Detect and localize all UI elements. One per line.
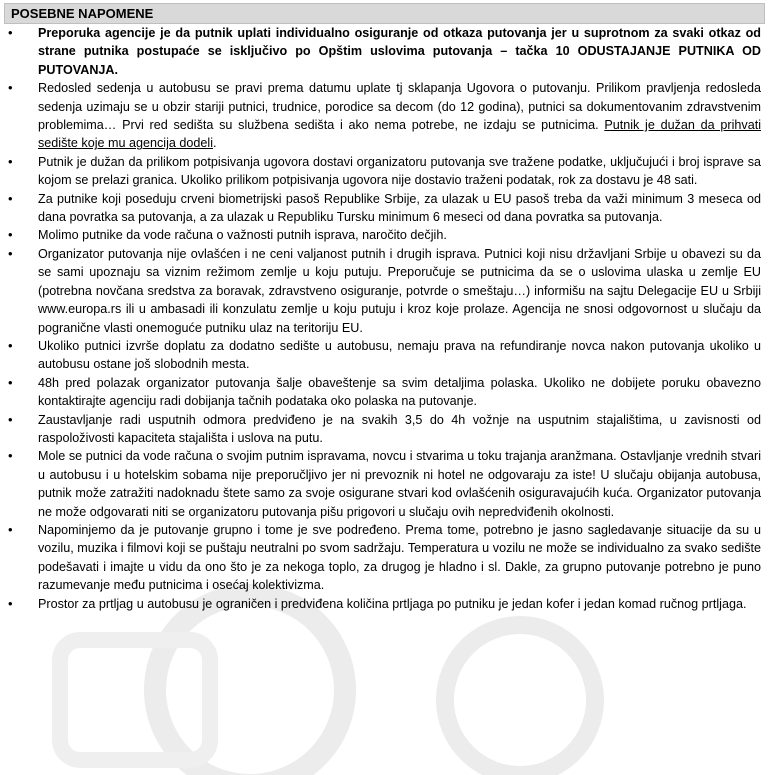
list-item bbox=[4, 226, 765, 244]
list-item bbox=[4, 79, 765, 153]
list-item bbox=[4, 153, 765, 190]
note-tail: . bbox=[213, 136, 217, 151]
bullet-icon: • bbox=[8, 245, 13, 261]
note-text: Za putnike koji poseduju crveni biometrijski pasoš Republike Srbije, za ulazak u EU pasoš treba da važi minimum 3 meseca od dana povratka sa putovanja, a za ulazak u Republiku Tursku minimum 6 meseci od dana povratka sa putovanja. bbox=[38, 191, 761, 225]
list-item bbox=[4, 190, 765, 227]
bullet-icon: • bbox=[8, 521, 13, 537]
list-item bbox=[4, 595, 765, 613]
section-title: POSEBNE NAPOMENE bbox=[4, 3, 765, 24]
note-text: Preporuka agencije je da putnik uplati individualno osiguranje od otkaza putovanja jer u suprotnom za svaki otkaz od strane putnika postupaće se isključivo po Opštim uslovima putovanja – tačka 10 ODUSTAJANJE PUTNIKA OD PUTOVANJA. bbox=[38, 26, 761, 77]
note-text: Zaustavljanje radi usputnih odmora predviđeno je na svakih 3,5 do 4h vožnje na usputnim stajalištima, u zavisnosti od raspoloživosti kapaciteta stajališta i uslova na putu. bbox=[38, 412, 761, 445]
list-item bbox=[4, 521, 765, 595]
list-item bbox=[4, 374, 765, 411]
note-text: Redosled sedenja u autobusu se pravi prema datumu uplate tj sklapanja Ugovora o putovanju. Prilikom pravljenja redosleda sedenja uzimaju se u obzir stariji putnici, trudnice, porodice sa decom (do 12 godina), putnici sa dokumentovanim zdravstvenim problemima… Prvi red sedišta su službena sedišta i ako nema potrebe, ne izdaju se putnicima. bbox=[38, 81, 761, 133]
bullet-icon: • bbox=[8, 153, 13, 169]
note-text: Mole se putnici da vode računa o svojim putnim ispravama, novcu i stvarima u toku trajanja aranžmana. Ostavljanje vrednih stvari u autobusu i u hotelskim sobama nije preporučljivo jer ni prevoznik ni hotel ne odgovaraju za iste! U slučaju obijanja autobusa, putnik može zatražiti nadoknadu štete samo za svoje osigurane stvari kod ovlašćenih osiguravajućih kuća. Organizator putovanja ne može odgovarati niti se organizatoru putovanja pišu prigovori u slučaju ovih nepredviđenih okolnosti. bbox=[38, 449, 761, 519]
notes-list bbox=[4, 24, 765, 613]
list-item bbox=[4, 337, 765, 374]
bullet-icon: • bbox=[8, 25, 13, 40]
bullet-icon: • bbox=[8, 190, 13, 206]
note-text: Putnik je dužan da prilikom potpisivanja ugovora dostavi organizatoru putovanja sve tražene podatke, uključujući i broj isprave sa kojom se prelazi granica. Ukoliko prilikom potpisivanja ugovora nije dostavio traženi podatak, rok za dostavu je 48 sati. bbox=[38, 154, 761, 188]
list-item bbox=[4, 447, 765, 521]
note-text: Ukoliko putnici izvrše doplatu za dodatno sedište u autobusu, nemaju prava na refundiranje novca nakon putovanja ukoliko u autobusu ostane još slobodnih mesta. bbox=[38, 338, 761, 372]
bullet-icon: • bbox=[8, 411, 13, 427]
note-text: Napominjemo da je putovanje grupno i tome je sve podređeno. Prema tome, potrebno je jasno sagledavanje situacije da su u vozilu, muzika i filmovi koji se puštaju neutralni po svom sadržaju. Temperatura u vozilu ne može se individualno za svako sedište podešavati i imajte u vidu da ono što je za nekoga toplo, za drugog je hladno i sl. Dakle, za grupno putovanje potrebno je puno razumevanje među putnicima i osećaj kolektivizma. bbox=[38, 522, 761, 593]
bullet-icon: • bbox=[8, 80, 13, 96]
note-text: 48h pred polazak organizator putovanja šalje obaveštenje sa svim detaljima polaska. Ukoliko ne dobijete poruku obavezno kontaktirajte agenciju radi dobijanja tačnih podataka oko polaska na putovanje. bbox=[38, 375, 761, 409]
note-text: Organizator putovanja nije ovlašćen i ne ceni valjanost putnih i drugih isprava. Putnici koji nisu državljani Srbije u obavezi su da se sami upoznaju sa viznim režimom zemlje u koju putuju. Preporučuje se putnicima da se o uslovima ulaska u zemlje EU (potrebna novčana sredstva za boravak, zdravstveno osiguranje, potvrde o smeštaju…) informišu na sajtu Delegacije EU u Srbiji www.europa.rs ili u ambasadi ili konzulatu zemlje u koju putuju i kroz koje prolaze. Agencija ne snosi odgovornost u slučaju da pogranične vlasti onemoguće putniku ulaz na teritoriju EU. bbox=[38, 246, 761, 335]
note-text: Prostor za prtljag u autobusu je ograničen i predviđena količina prtljaga po putniku je jedan kofer i jedan komad ručnog prtljaga. bbox=[38, 596, 747, 611]
bullet-icon: • bbox=[8, 337, 13, 353]
bullet-icon: • bbox=[8, 374, 13, 390]
list-item bbox=[4, 245, 765, 337]
bullet-icon: • bbox=[8, 227, 13, 243]
notes-section bbox=[4, 3, 765, 613]
note-text: Molimo putnike da vode računa o važnosti putnih isprava, naročito dečjih. bbox=[38, 228, 447, 243]
bullet-icon: • bbox=[8, 448, 13, 464]
list-item bbox=[4, 411, 765, 448]
list-item bbox=[4, 24, 765, 79]
note-underlined-text: Putnik je dužan da prihvati sedište koje mu agencija dodeli bbox=[38, 118, 761, 151]
bullet-icon: • bbox=[8, 595, 13, 611]
